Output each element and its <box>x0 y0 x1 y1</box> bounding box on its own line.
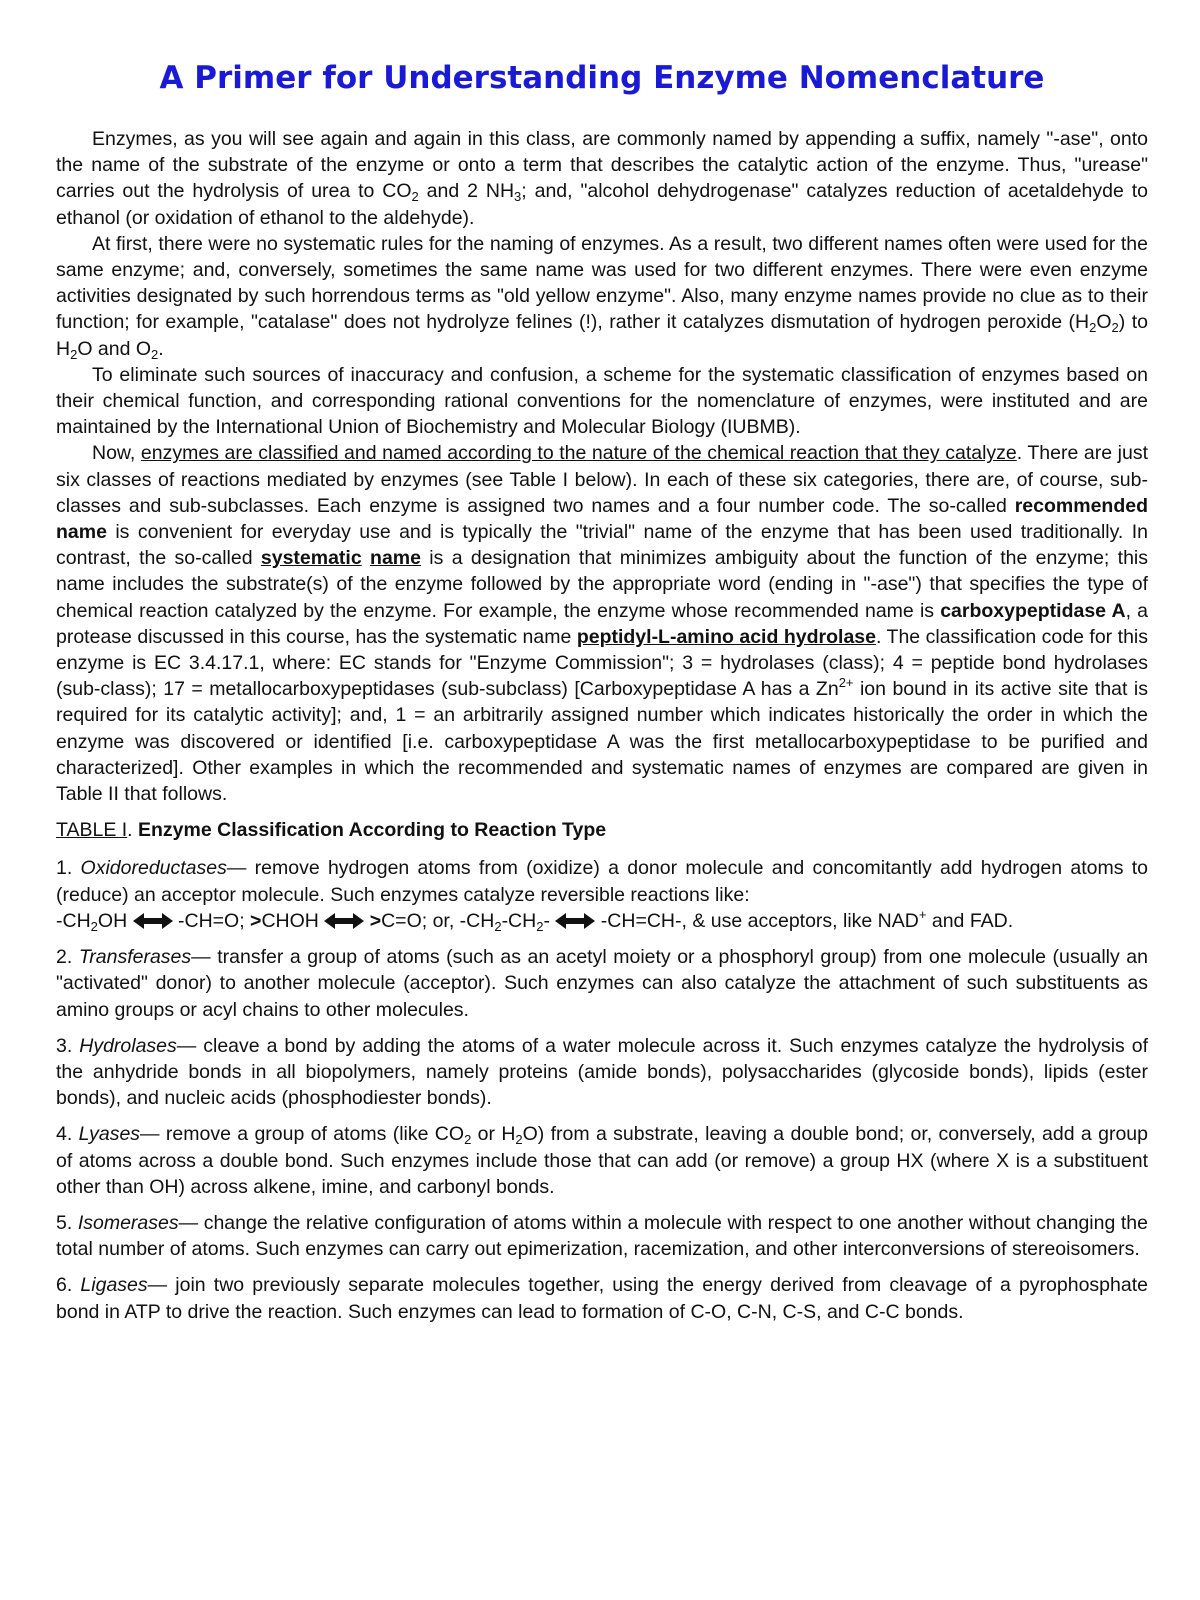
item-text: or H <box>471 1123 516 1146</box>
text: — <box>191 946 218 969</box>
item-name: Hydrolases <box>79 1034 177 1057</box>
item-number: 2. <box>56 946 79 969</box>
history-paragraph <box>56 231 1148 362</box>
text: At first, there were no systematic rules for the naming of enzymes. As a result, two different names often were used for the same enzyme; and, conversely, sometimes the same name was used for two different enzymes. There were even enzyme activities designated by such horrendous terms as "old yellow enzyme". Also, many enzyme names provide no clue as to their function; for example, "catalase" does not hydrolyze felines (!), rather it catalyzes dismutation of hydrogen peroxide (H <box>56 232 1148 334</box>
table-heading <box>56 817 1148 843</box>
subscript: 2 <box>151 346 159 362</box>
item-text: join two previously separate molecules together, using the energy derived from cleavage of a pyrophosphate bond in ATP to drive the reaction. Such enzymes can lead to formation of C-O, C-N, C-S, and C-C bonds. <box>56 1274 1148 1323</box>
list-item-isomerases <box>56 1210 1148 1262</box>
double-arrow-icon <box>555 912 595 930</box>
item-name: Ligases <box>80 1274 148 1297</box>
classification-paragraph <box>56 440 1148 807</box>
text: , a protease discussed in this course, has the systematic name <box>56 599 1149 648</box>
list-item-oxidoreductases <box>56 855 1148 934</box>
item-text: cleave a bond by adding the atoms of a water molecule across it. Such enzymes catalyze the hydrolysis of the anhydride bonds in all biopolymers, namely proteins (amide bonds), polysaccharides (glycoside bonds), lipids (ester bonds), and nucleic acids (phosphodiester bonds). <box>56 1034 1148 1110</box>
subscript: 2 <box>70 346 78 362</box>
item-number: 1. <box>56 857 81 880</box>
text: -CH <box>56 909 91 932</box>
text: ion bound in its active site that is required for its catalytic activity]; and, 1 = an arbitrarily assigned number which indicates historically the order in which the enzyme was discovered or identified [i.e. carboxypeptidase A was the first metallocarboxypeptidase to be purified and characterized]. Other examples in which the recommended and systematic names of enzymes are compared are given in Table II that follows. <box>56 678 1148 806</box>
page-title: A Primer for Understanding Enzyme Nomenclature <box>159 60 1045 96</box>
item-text: O) from a substrate, leaving a double bond; or, conversely, add a group of atoms across a double bond. Such enzymes include those that can add (or remove) a group HX (where X is a substituent other than OH) across alkene, imine, and carbonyl bonds. <box>56 1123 1148 1198</box>
item-name: Oxidoreductases <box>80 857 227 880</box>
double-arrow-icon <box>324 912 364 930</box>
text: > <box>369 909 382 932</box>
subscript: 2 <box>494 918 502 934</box>
text: ) to H <box>56 311 1148 360</box>
text: ; and, "alcohol dehydrogenase" catalyzes reduction of acetaldehyde to ethanol (or oxidation of ethanol to the aldehyde). <box>56 180 1148 229</box>
text: . There are just six classes of reactions mediated by enzymes (see Table I below). In each of these six categories, there are, of course, sub-classes and sub-subclasses. Each enzyme is assigned two names and a four number code. The so-called <box>56 442 1148 517</box>
item-name: Isomerases <box>77 1211 179 1234</box>
item-number: 5. <box>56 1211 78 1234</box>
text: > <box>250 909 262 932</box>
superscript: 2+ <box>838 675 854 691</box>
text: - <box>543 909 556 932</box>
table-label: TABLE I <box>56 819 128 842</box>
text: — <box>178 1211 204 1234</box>
text: is convenient for everyday use and is typically the "trivial" name of the enzyme that has been used traditionally. In contrast, the so-called <box>56 521 1148 570</box>
superscript: + <box>918 906 927 922</box>
list-item-hydrolases <box>56 1033 1148 1112</box>
text: . The classification code for this enzyme is EC 3.4.17.1, where: EC stands for "Enzyme Commission"; 3 = hydrolases (class); 4 = peptide bond hydrolases (sub-class); 17 = metallocarboxypeptidases (sub-subclass) [Carboxypeptidase A has a Zn <box>56 625 1148 701</box>
subscript: 3 <box>514 189 522 205</box>
text: and 2 NH <box>418 180 515 203</box>
item-number: 3. <box>56 1034 80 1057</box>
bold-underlined-term: name <box>370 547 421 570</box>
subscript: 2 <box>90 918 98 934</box>
text: Now, <box>92 442 141 465</box>
text: — <box>140 1123 166 1146</box>
bold-underlined-term: systematic <box>260 547 362 570</box>
subscript: 2 <box>515 1132 523 1148</box>
text: -CH <box>501 909 537 932</box>
item-number: 6. <box>56 1274 81 1297</box>
text: Enzymes, as you will see again and again in this class, are commonly named by appending a suffix, namely "-ase", onto the name of the substrate of the enzyme or onto a term that describes the catalytic action of the enzyme. Thus, "urease" carries out the hydrolysis of urea to CO <box>56 128 1148 203</box>
item-text: remove a group of atoms (like CO <box>165 1123 465 1146</box>
text: -CH=CH-, & use acceptors, like NAD <box>595 909 919 932</box>
text: -CH=O; <box>172 909 251 932</box>
item-text: remove hydrogen atoms from (oxidize) a donor molecule and concomitantly add hydrogen atoms to (reduce) an acceptor molecule. Such enzymes catalyze reversible reactions like: <box>56 857 1149 906</box>
text: — <box>147 1274 176 1297</box>
subscript: 2 <box>464 1132 472 1148</box>
list-item-lyases <box>56 1121 1148 1200</box>
list-item-ligases <box>56 1272 1148 1324</box>
document-page <box>56 58 1148 1335</box>
text: CHOH <box>261 909 325 932</box>
subscript: 2 <box>411 189 419 205</box>
subscript: 2 <box>536 918 544 934</box>
item-name: Transferases <box>78 946 192 969</box>
bold-term: carboxypeptidase A <box>940 599 1126 622</box>
text: — <box>226 857 255 880</box>
item-text: change the relative configuration of atoms within a molecule with respect to one another without changing the total number of atoms. Such enzymes can carry out epimerization, racemization, and other interconversions of stereoisomers. <box>56 1211 1148 1261</box>
underlined-text: enzymes are classified and named according to the nature of the chemical reaction that they catalyze <box>140 442 1017 465</box>
bold-term: recommended name <box>56 494 1148 544</box>
double-arrow-icon <box>133 912 173 930</box>
text: . <box>127 819 139 842</box>
subscript: 2 <box>1089 320 1097 336</box>
item-name: Lyases <box>78 1123 141 1146</box>
table-title: Enzyme Classification According to Reaction Type <box>138 819 607 842</box>
list-item-transferases <box>56 944 1148 1023</box>
bold-underlined-term: peptidyl-L-amino acid hydrolase <box>576 625 876 648</box>
item-number: 4. <box>56 1123 79 1146</box>
text: is a designation that minimizes ambiguity about the function of the enzyme; this name includes the substrate(s) of the enzyme followed by the appropriate word (ending in "-ase") that specifies the type of chemical reaction catalyzed by the enzyme. For example, the enzyme whose recommended name is <box>56 547 1149 622</box>
subscript: 2 <box>1111 320 1119 336</box>
text: . <box>158 337 164 360</box>
text: O and O <box>77 337 152 360</box>
iubmb-paragraph: To eliminate such sources of inaccuracy and confusion, a scheme for the systematic classification of enzymes based on their chemical function, and corresponding rational conventions for the nomenclature of enzymes, were instituted and are maintained by the International Union of Biochemistry and Molecular Biology (IUBMB). <box>56 363 1148 439</box>
text: and FAD. <box>926 909 1014 932</box>
text: O <box>1096 311 1112 334</box>
text: OH <box>97 909 133 932</box>
intro-paragraph <box>56 126 1148 231</box>
text: — <box>176 1034 204 1057</box>
text: C=O; or, -CH <box>381 909 495 932</box>
text <box>362 547 370 569</box>
item-text: transfer a group of atoms (such as an acetyl moiety or a phosphoryl group) from one molecule (usually an "activated" donor) to another molecule (acceptor). Such enzymes can also catalyze the attachment of such substituents as amino groups or acyl chains to other molecules. <box>56 946 1148 1021</box>
